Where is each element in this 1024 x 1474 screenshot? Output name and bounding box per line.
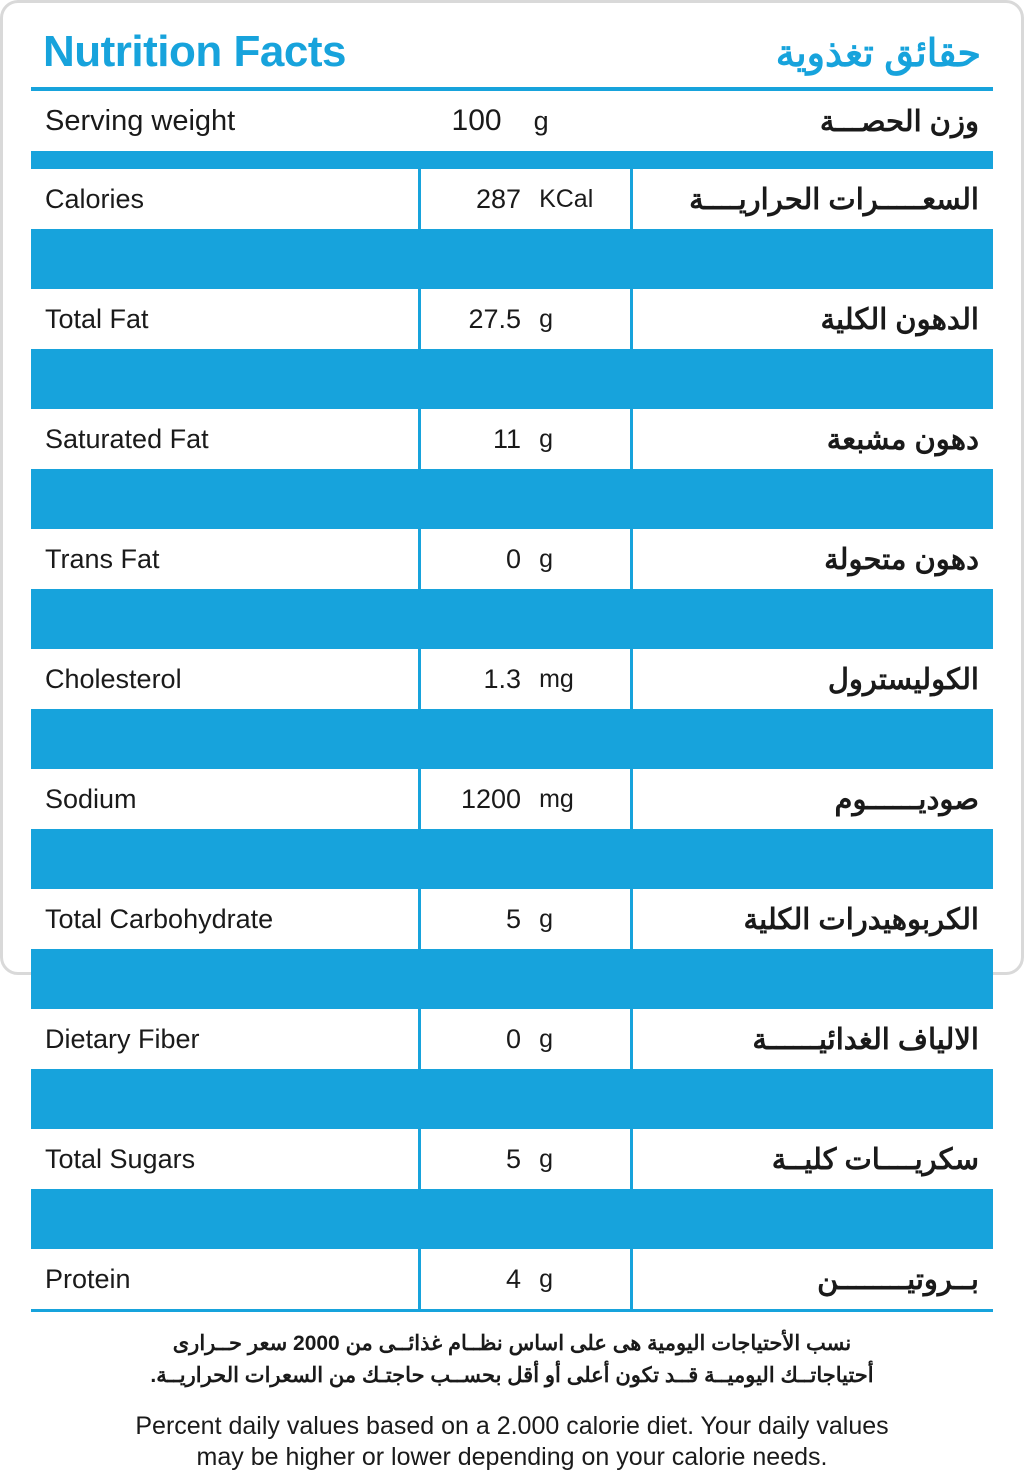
serving-name-ar: وزن الحصـــة xyxy=(819,105,979,138)
row-divider xyxy=(31,229,993,289)
row-divider xyxy=(31,469,993,529)
nutrient-unit: g xyxy=(533,1129,631,1189)
nutrient-name-ar: صوديــــــوم xyxy=(834,783,979,816)
nutrient-name-ar: الدهون الكلية xyxy=(820,303,979,336)
nutrient-name-en: Dietary Fiber xyxy=(45,1023,200,1054)
serving-name-en: Serving weight xyxy=(45,104,236,137)
serving-value: 100 xyxy=(451,104,502,137)
nutrient-value: 27.5 xyxy=(420,289,533,349)
nutrient-unit: g xyxy=(533,889,631,949)
footer-note-ar-line1: نسب الأحتياجات اليومية هى على اساس نظــام غذائــى من 2000 سعر حــرارى xyxy=(172,1332,852,1355)
table-row xyxy=(31,1129,993,1189)
label-title-row xyxy=(31,21,993,79)
nutrient-value: 4 xyxy=(420,1249,533,1309)
table-row-serving xyxy=(31,91,993,151)
nutrient-name-en: Saturated Fat xyxy=(45,423,209,454)
nutrient-name-en: Protein xyxy=(45,1263,131,1294)
nutrient-name-ar: دهون مشبعة xyxy=(826,423,979,456)
footer-note-ar xyxy=(49,1328,975,1391)
nutrient-name-en: Calories xyxy=(45,183,145,214)
nutrient-value: 0 xyxy=(420,1009,533,1069)
nutrient-unit: g xyxy=(533,1249,631,1309)
footer-note-ar-line2: أحتياجاتــك اليوميــة قــد تكون أعلى أو أقل بحســب حاجتـك من السعرات الحراريــة. xyxy=(150,1363,874,1387)
nutrient-value: 5 xyxy=(420,1129,533,1189)
nutrient-value: 1.3 xyxy=(420,649,533,709)
page-title-ar: حقائق تغذوية xyxy=(775,33,981,75)
footer-note-en-line2: may be higher or lower depending on your calorie needs. xyxy=(196,1443,828,1472)
nutrient-unit: g xyxy=(533,1009,631,1069)
nutrient-name-en: Total Fat xyxy=(45,303,149,334)
serving-divider-thick xyxy=(31,151,993,169)
table-row xyxy=(31,409,993,469)
nutrition-table xyxy=(31,91,993,151)
footer-notes xyxy=(31,1312,993,1474)
nutrition-table-body xyxy=(31,91,993,151)
nutrient-table-body xyxy=(31,169,993,1309)
row-divider xyxy=(31,949,993,1009)
row-divider xyxy=(31,709,993,769)
nutrient-name-en: Total Carbohydrate xyxy=(45,903,274,934)
nutrient-name-en: Cholesterol xyxy=(45,663,182,694)
table-row xyxy=(31,769,993,829)
nutrient-name-ar: الكوليسترول xyxy=(827,663,979,696)
nutrient-unit: g xyxy=(533,409,631,469)
nutrient-table xyxy=(31,169,993,1309)
row-divider xyxy=(31,589,993,649)
table-row xyxy=(31,889,993,949)
nutrient-name-ar: بــروتيــــــــن xyxy=(817,1263,979,1296)
table-row xyxy=(31,289,993,349)
nutrient-name-ar: سكريــــات كليــة xyxy=(771,1143,979,1176)
nutrient-unit: KCal xyxy=(533,169,631,229)
nutrient-value: 11 xyxy=(420,409,533,469)
row-divider xyxy=(31,1069,993,1129)
nutrient-value: 5 xyxy=(420,889,533,949)
nutrient-unit: g xyxy=(533,529,631,589)
nutrient-name-en: Sodium xyxy=(45,783,137,814)
nutrient-value: 0 xyxy=(420,529,533,589)
nutrient-value: 1200 xyxy=(420,769,533,829)
row-divider xyxy=(31,349,993,409)
table-row xyxy=(31,169,993,229)
footer-note-en xyxy=(49,1411,975,1474)
nutrient-value: 287 xyxy=(420,169,533,229)
row-divider xyxy=(31,829,993,889)
table-row xyxy=(31,529,993,589)
table-row xyxy=(31,1009,993,1069)
nutrient-unit: g xyxy=(533,289,631,349)
nutrient-name-ar: الالياف الغدائيــــــة xyxy=(752,1023,979,1056)
nutrient-name-ar: دهون متحولة xyxy=(824,543,979,576)
nutrient-name-ar: السعـــــرات الحراريــــة xyxy=(689,183,979,216)
nutrient-name-en: Trans Fat xyxy=(45,543,160,574)
table-row xyxy=(31,1249,993,1309)
nutrient-unit: mg xyxy=(533,649,631,709)
nutrient-unit: mg xyxy=(533,769,631,829)
nutrient-name-en: Total Sugars xyxy=(45,1143,196,1174)
table-row xyxy=(31,649,993,709)
serving-unit: g xyxy=(533,105,549,136)
nutrient-name-ar: الكربوهيدرات الكلية xyxy=(743,903,979,936)
page-title-en: Nutrition Facts xyxy=(43,27,346,76)
row-divider xyxy=(31,1189,993,1249)
footer-note-en-line1: Percent daily values based on a 2.000 calorie diet. Your daily values xyxy=(135,1412,889,1440)
